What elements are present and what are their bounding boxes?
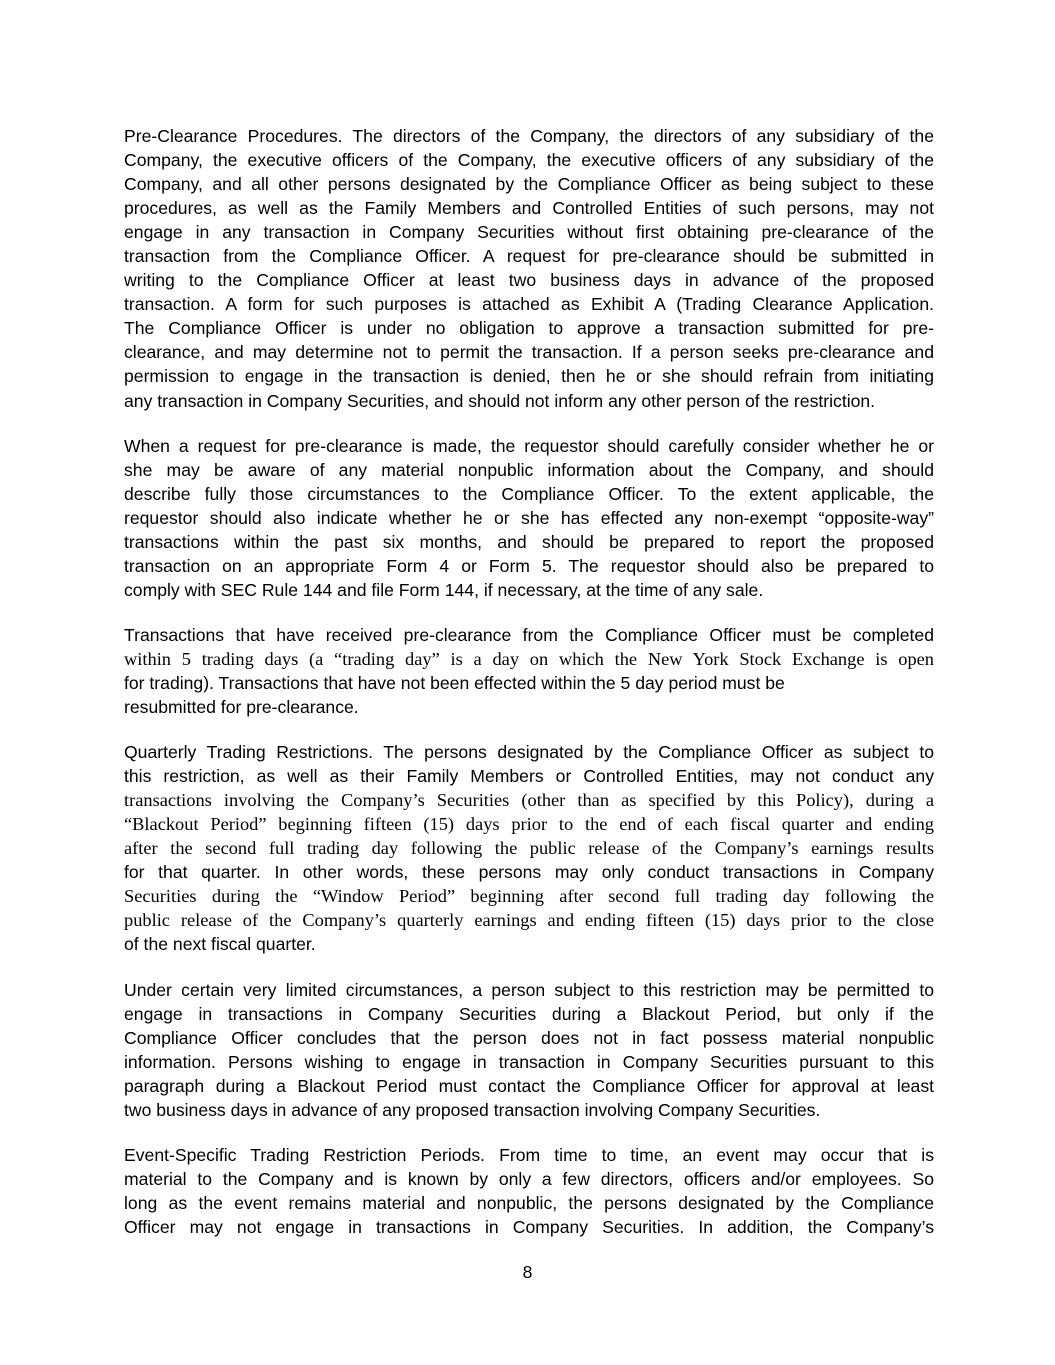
- text-line: within 5 trading days (a “trading day” is a day on which the New York Stock Exchange is open: [124, 648, 934, 669]
- text-line: Transactions that have received pre-clearance from the Compliance Officer must be completed: [124, 624, 934, 645]
- text-line: Company, and all other persons designated by the Compliance Officer as being subject to these: [124, 174, 934, 195]
- text-line: comply with SEC Rule 144 and file Form 144, if necessary, at the time of any sale.: [124, 579, 764, 600]
- paragraph-quarterly-trading-restrictions: [124, 740, 934, 956]
- text-line: any transaction in Company Securities, and should not inform any other person of the restriction.: [124, 390, 876, 411]
- document-body: [124, 124, 934, 1260]
- text-line: Officer may not engage in transactions in Company Securities. In addition, the Company’s: [124, 1216, 934, 1237]
- text-line: engage in any transaction in Company Securities without first obtaining pre-clearance of the: [124, 222, 934, 243]
- text-line: Securities during the “Window Period” beginning after second full trading day following the: [124, 886, 934, 907]
- text-line: resubmitted for pre-clearance.: [124, 697, 359, 718]
- text-line: Company, the executive officers of the Company, the executive officers of any subsidiary of the: [124, 150, 934, 171]
- text-line: transactions involving the Company’s Securities (other than as specified by this Policy), during a: [124, 790, 934, 811]
- text-line: this restriction, as well as their Family Members or Controlled Entities, may not conduct any: [124, 766, 934, 787]
- paragraph-request-details: [124, 434, 934, 602]
- text-line: clearance, and may determine not to permit the transaction. If a person seeks pre-clearance and: [124, 342, 934, 363]
- text-line: requestor should also indicate whether he or she has effected any non-exempt “opposite-way”: [124, 507, 934, 528]
- text-line: procedures, as well as the Family Members and Controlled Entities of such persons, may not: [124, 198, 934, 219]
- text-line: paragraph during a Blackout Period must contact the Compliance Officer for approval at least: [124, 1075, 934, 1096]
- text-line: information. Persons wishing to engage in transaction in Company Securities pursuant to this: [124, 1051, 934, 1072]
- text-line: Under certain very limited circumstances, a person subject to this restriction may be permitted to: [124, 979, 934, 1000]
- page-number: 8: [522, 1262, 533, 1282]
- text-line: permission to engage in the transaction is denied, then he or she should refrain from initiating: [124, 366, 934, 387]
- paragraph-event-specific-restrictions: [124, 1143, 934, 1239]
- text-line: material to the Company and is known by only a few directors, officers and/or employees. So: [124, 1168, 934, 1189]
- text-line: Compliance Officer concludes that the person does not in fact possess material nonpublic: [124, 1027, 934, 1048]
- text-line: of the next fiscal quarter.: [124, 934, 316, 955]
- text-line: Pre-Clearance Procedures. The directors of the Company, the directors of any subsidiary of the: [124, 126, 934, 146]
- text-line: transaction on an appropriate Form 4 or Form 5. The requestor should also be prepared to: [124, 555, 934, 576]
- text-line: public release of the Company’s quarterly earnings and ending fifteen (15) days prior to the close: [124, 910, 934, 931]
- text-line: after the second full trading day following the public release of the Company’s earnings results: [124, 838, 934, 859]
- text-line: transaction from the Compliance Officer. A request for pre-clearance should be submitted in: [124, 246, 934, 267]
- text-line: Quarterly Trading Restrictions. The persons designated by the Compliance Officer as subject to: [124, 742, 934, 763]
- text-line: Event-Specific Trading Restriction Periods. From time to time, an event may occur that is: [124, 1144, 934, 1165]
- text-line: engage in transactions in Company Securities during a Blackout Period, but only if the: [124, 1003, 934, 1024]
- text-line: When a request for pre-clearance is made, the requestor should carefully consider whether he or: [124, 435, 934, 456]
- paragraph-pre-clearance-procedures: [124, 124, 934, 413]
- text-line: The Compliance Officer is under no obligation to approve a transaction submitted for pre-: [124, 318, 934, 339]
- paragraph-completion-window: [124, 623, 934, 719]
- text-line: she may be aware of any material nonpublic information about the Company, and should: [124, 459, 934, 480]
- text-line: long as the event remains material and nonpublic, the persons designated by the Compliance: [124, 1192, 934, 1213]
- text-line: transaction. A form for such purposes is attached as Exhibit A (Trading Clearance Application.: [124, 294, 934, 315]
- paragraph-limited-circumstances: [124, 978, 934, 1122]
- text-line: “Blackout Period” beginning fifteen (15) days prior to the end of each fiscal quarter and ending: [124, 814, 934, 835]
- text-line: transactions within the past six months, and should be prepared to report the proposed: [124, 531, 934, 552]
- text-line: describe fully those circumstances to the Compliance Officer. To the extent applicable, the: [124, 483, 934, 504]
- text-line: two business days in advance of any proposed transaction involving Company Securities.: [124, 1099, 821, 1120]
- text-line: writing to the Compliance Officer at least two business days in advance of the proposed: [124, 270, 934, 291]
- text-line: for that quarter. In other words, these persons may only conduct transactions in Company: [124, 862, 934, 883]
- text-line: for trading). Transactions that have not been effected within the 5 day period must be: [124, 672, 785, 693]
